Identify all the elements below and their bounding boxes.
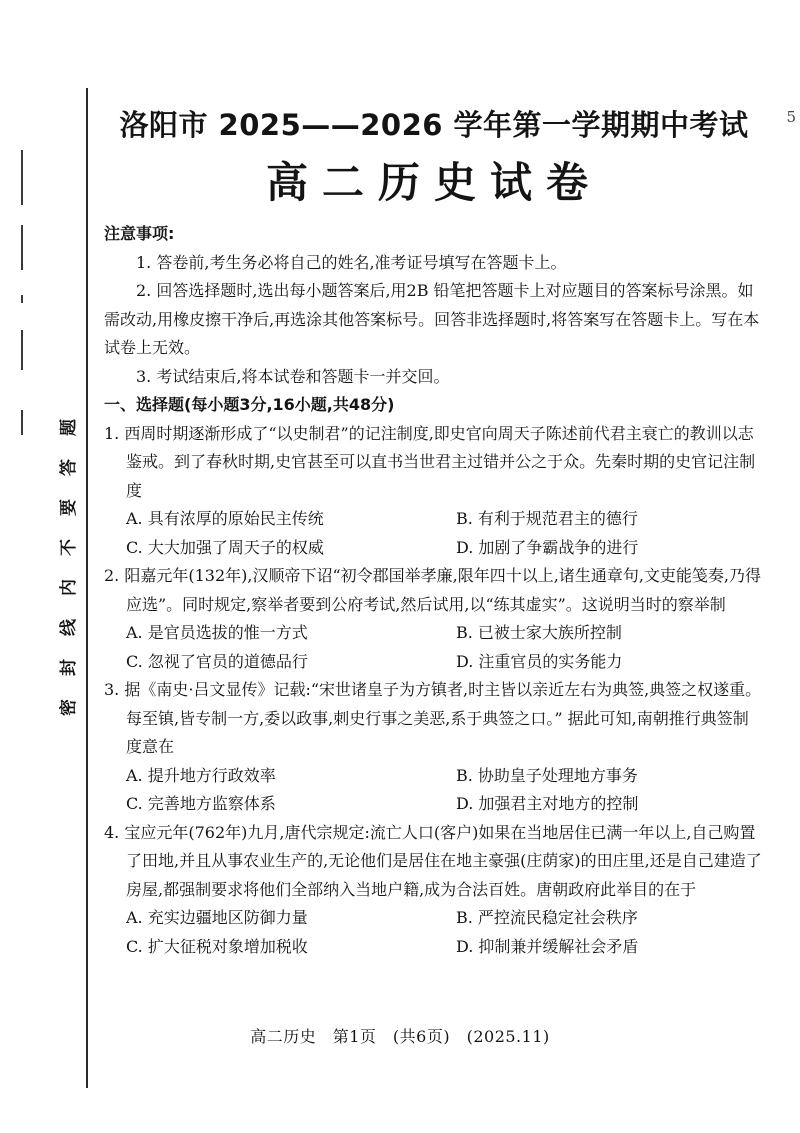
option-b: B. 严控流民稳定社会秩序 <box>456 908 638 927</box>
option-b: B. 协助皇子处理地方事务 <box>456 765 638 785</box>
exam-title: 洛阳市 2025——2026 学年第一学期期中考试 <box>119 108 749 142</box>
notice-item: 3. 考试结束后,将本试卷和答题卡一并交回。 <box>136 366 450 386</box>
question-stem: 2. 阳嘉元年(132年),汉顺帝下诏“初令郡国举孝廉,限年四十以上,诸生通章句,文吏能笺奏,乃得应选”。同时规定,察举者要到公府考试,然后试用,以“练其虚实”。这说明当时的察举制 <box>104 566 761 614</box>
option-c: C. 忽视了官员的道德品行 <box>126 651 308 671</box>
notice-list <box>104 249 764 392</box>
option-grid <box>104 505 764 562</box>
notice-item: 1. 答卷前,考生务必将自己的姓名,准考证号填写在答题卡上。 <box>136 252 567 272</box>
seal-char: 线 <box>58 619 79 636</box>
edge-mark-4 <box>21 330 23 370</box>
option-grid <box>104 762 764 819</box>
question-1 <box>104 420 764 563</box>
option-d: D. 加强君主对地方的控制 <box>456 794 639 813</box>
option-d: D. 抑制兼并缓解社会矛盾 <box>456 936 639 956</box>
section-title: 一、选择题(每小题3分,16小题,共48分) <box>104 395 395 414</box>
option-grid <box>104 904 764 961</box>
question-2 <box>104 562 764 676</box>
option-b: B. 已被士家大族所控制 <box>456 623 622 642</box>
question-3 <box>104 676 764 819</box>
option-a: A. 是官员选拔的惟一方式 <box>126 623 308 642</box>
option-c: C. 完善地方监察体系 <box>126 794 276 813</box>
option-grid <box>104 619 764 676</box>
seal-char: 内 <box>58 579 79 596</box>
edge-mark-3 <box>21 295 23 303</box>
binding-line <box>86 88 88 1088</box>
question-4 <box>104 819 764 962</box>
option-a: A. 提升地方行政效率 <box>126 765 276 785</box>
question-stem: 4. 宝应元年(762年)九月,唐代宗规定:流亡人口(客户)如果在当地居住已满一年以上,自己购置了田地,并且从事农业生产的,无论他们是居住在地主豪强(庄荫家)的田庄里,还是自己建造了房屋,都强制要求将他们全部纳入当地户籍,成为合法百姓。唐朝政府此举目的在于 <box>104 822 762 899</box>
option-d: D. 加剧了争霸战争的进行 <box>456 537 639 557</box>
page-footer: 高二历史 第1页 (共6页) (2025.11) <box>250 1027 550 1046</box>
seal-char: 密 <box>58 699 79 716</box>
option-a: A. 具有浓厚的原始民主传统 <box>126 509 324 528</box>
option-a: A. 充实边疆地区防御力量 <box>126 908 308 927</box>
question-list <box>104 420 764 962</box>
seal-char: 题 <box>58 419 79 436</box>
edge-mark-5 <box>21 410 23 435</box>
option-d: D. 注重官员的实务能力 <box>456 651 623 671</box>
seal-notice <box>48 415 84 720</box>
option-c: C. 大大加强了周天子的权威 <box>126 537 324 557</box>
question-stem: 1. 西周时期逐渐形成了“以史制君”的记注制度,即史官向周天子陈述前代君主衰亡的教训以志鉴戒。到了春秋时期,史官甚至可以直书当世君主过错并公之于众。先秦时期的史官记注制度 <box>104 423 756 500</box>
option-b: B. 有利于规范君主的德行 <box>456 509 638 528</box>
notice-title: 注意事项: <box>104 224 175 243</box>
seal-char: 答 <box>58 459 79 476</box>
option-c: C. 扩大征税对象增加税收 <box>126 936 308 956</box>
binding-margin <box>0 0 100 1133</box>
seal-char: 要 <box>58 499 79 516</box>
edge-mark-2 <box>21 225 23 270</box>
exam-content <box>104 100 764 961</box>
seal-char: 不 <box>58 539 79 556</box>
question-stem: 3. 据《南史·吕文显传》记载:“宋世诸皇子为方镇者,时主皆以亲近左右为典签,典签之权遂重。每至镇,皆专制一方,委以政事,刺史行事之美恶,系于典签之口。” 据此可知,南朝推行典签制度意在 <box>104 680 762 756</box>
edge-mark-1 <box>21 150 23 205</box>
exam-subtitle: 高二历史试卷 <box>265 158 602 207</box>
corner-mark: 5 <box>786 108 796 126</box>
notice-item: 2. 回答选择题时,选出每小题答案后,用2B 铅笔把答题卡上对应题目的答案标号涂黑。如需改动,用橡皮擦干净后,再选涂其他答案标号。回答非选择题时,将答案写在答题卡上。写在本试卷上无效。 <box>104 281 760 357</box>
seal-char: 封 <box>58 659 79 676</box>
